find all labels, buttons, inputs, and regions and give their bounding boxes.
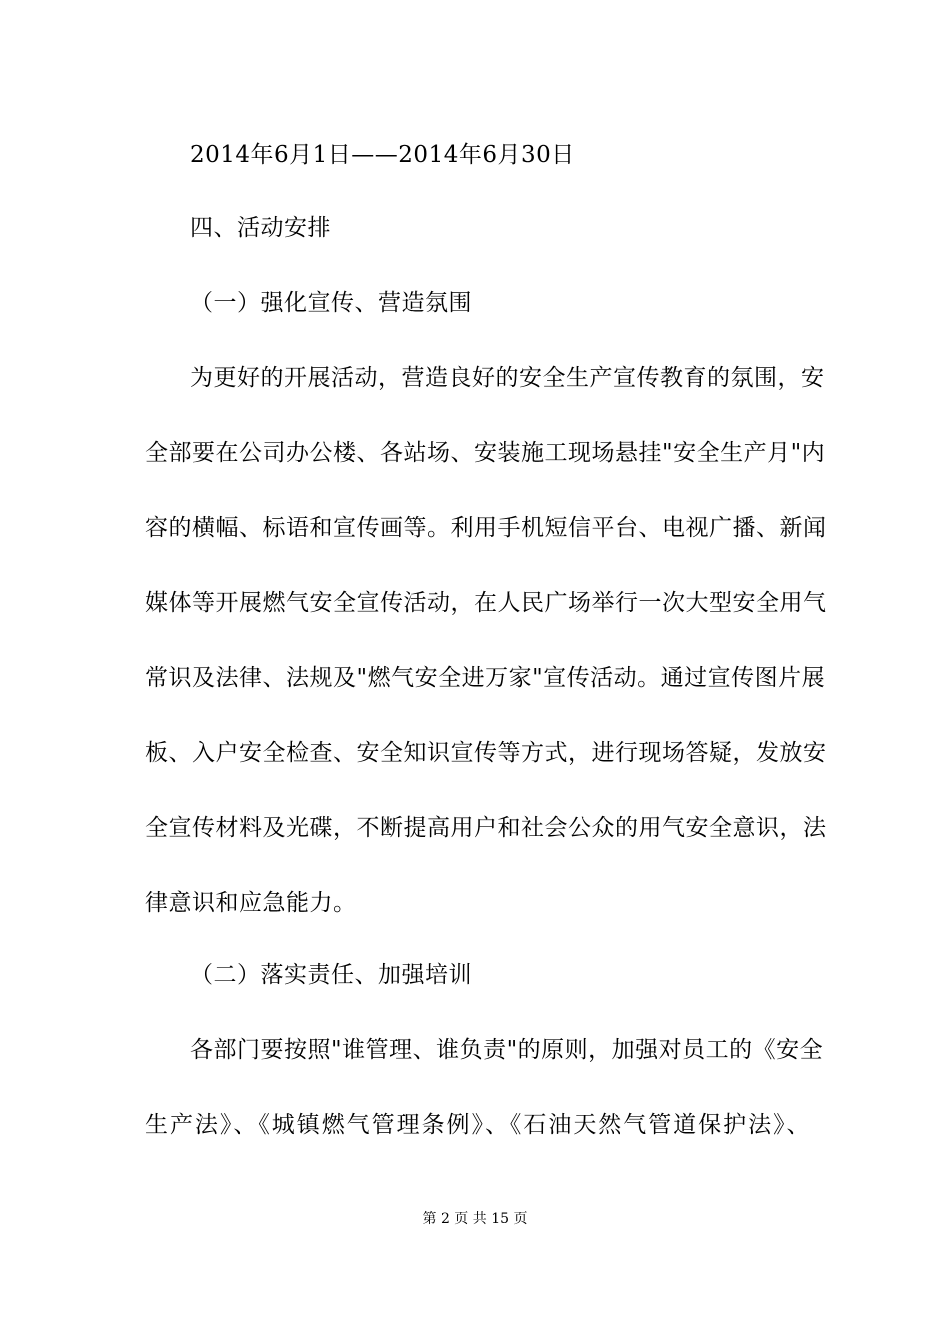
paragraph-line: 常识及法律、法规及"燃气安全进万家"宣传活动。通过宣传图片展 [145,665,826,691]
paragraph-line: 媒体等开展燃气安全宣传活动，在人民广场举行一次大型安全用气 [145,590,827,616]
paragraph-line: 生产法》、《城镇燃气管理条例》、《石油天然气管道保护法》、 [145,1112,810,1138]
paragraph-line: 为更好的开展活动，营造良好的安全生产宣传教育的氛围，安 [190,365,825,391]
section-heading: 四、活动安排 [190,215,331,241]
date-range: 2014年6月1日——2014年6月30日 [190,142,575,168]
subsection-heading-2: （二）落实责任、加强培训 [190,962,472,988]
subsection-heading-1: （一）强化宣传、营造氛围 [190,290,472,316]
paragraph-line: 板、入户安全检查、安全知识宣传等方式，进行现场答疑，发放安 [145,740,827,766]
paragraph-line: 各部门要按照"谁管理、谁负责"的原则，加强对员工的《安全 [190,1037,824,1063]
paragraph-line: 全部要在公司办公楼、各站场、安装施工现场悬挂"安全生产月"内 [145,440,826,466]
page-number-footer: 第 2 页 共 15 页 [422,1211,528,1227]
paragraph-line: 全宣传材料及光碟，不断提高用户和社会公众的用气安全意识，法 [145,815,827,841]
paragraph-line: 律意识和应急能力。 [145,890,357,916]
paragraph-line: 容的横幅、标语和宣传画等。利用手机短信平台、电视广播、新闻 [145,515,827,541]
